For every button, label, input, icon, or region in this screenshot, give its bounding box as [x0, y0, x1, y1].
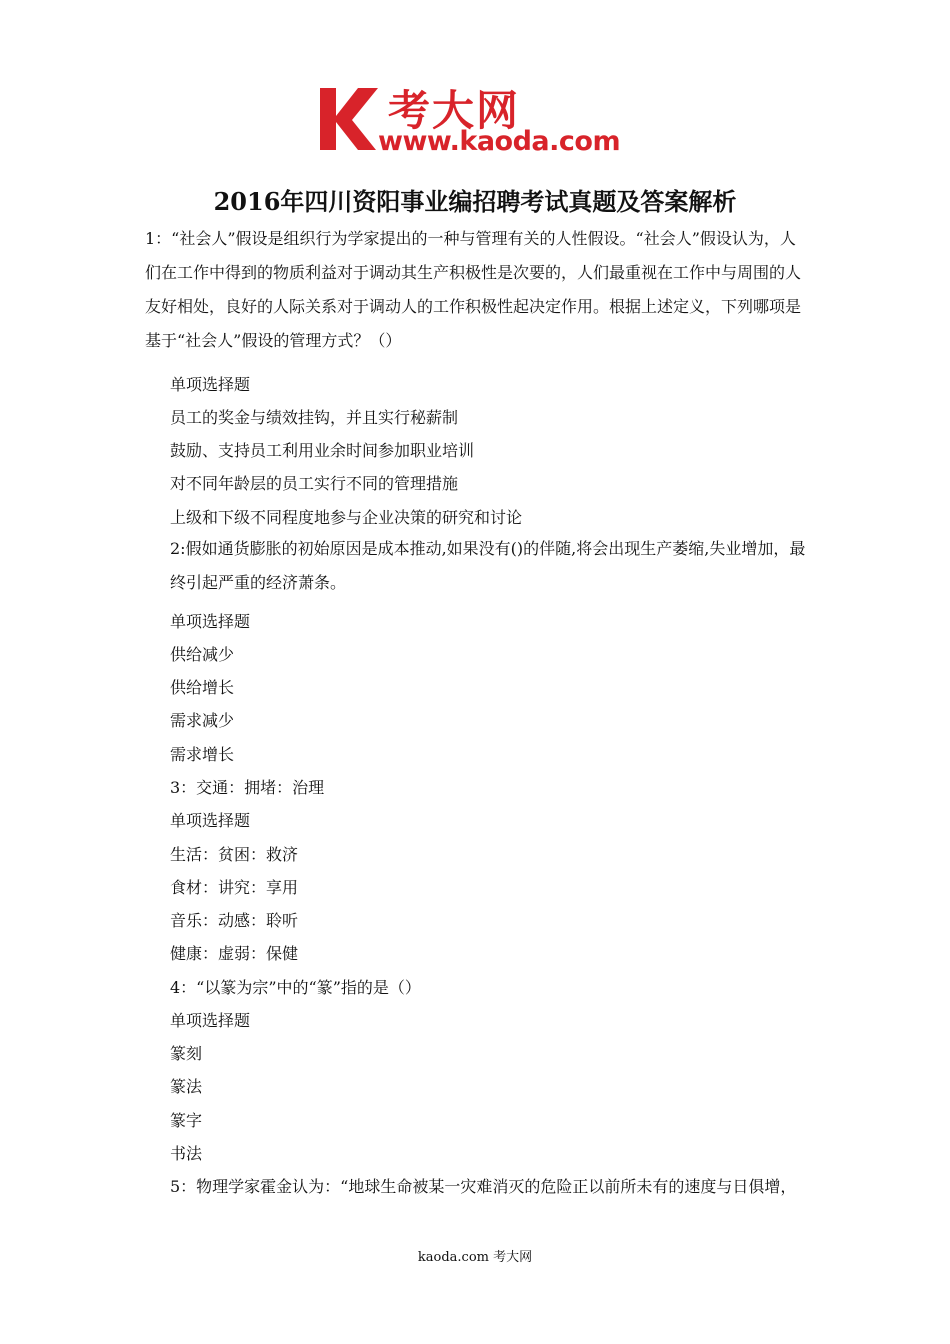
k-logo-icon	[318, 82, 382, 152]
question-2-type: 单项选择题	[170, 612, 251, 631]
question-1-type: 单项选择题	[170, 375, 251, 394]
question-2-option-d: 需求增长	[170, 745, 235, 764]
question-3-option-d: 健康：虚弱：保健	[170, 944, 299, 963]
question-4-option-d: 书法	[170, 1144, 203, 1163]
question-4-text: 4：“以篆为宗”中的“篆”指的是（）	[170, 978, 421, 997]
question-3-option-a: 生活：贫困：救济	[170, 845, 299, 864]
question-2-option-b: 供给增长	[170, 678, 235, 697]
question-2-text: 2:假如通货膨胀的初始原因是成本推动,如果没有()的伴随,将会出现生产萎缩,失业增加，最终引起严重的经济萧条。	[170, 539, 806, 592]
kaoda-logo	[318, 82, 638, 160]
question-1-option-c: 对不同年龄层的员工实行不同的管理措施	[170, 474, 459, 493]
logo-url-text: www.kaoda.com	[378, 126, 621, 157]
question-2-option-a: 供给减少	[170, 645, 235, 664]
question-2-option-c: 需求减少	[170, 711, 235, 730]
question-3-option-b: 食材：讲究：享用	[170, 878, 299, 897]
question-1-option-d: 上级和下级不同程度地参与企业决策的研究和讨论	[170, 508, 523, 527]
question-4-type: 单项选择题	[170, 1011, 251, 1030]
question-5-text: 5：物理学家霍金认为：“地球生命被某一灾难消灭的危险正以前所未有的速度与日俱增，	[170, 1177, 797, 1196]
question-3-type: 单项选择题	[170, 811, 251, 830]
document-title: 2016年四川资阳事业编招聘考试真题及答案解析	[213, 187, 737, 216]
question-4-option-a: 篆刻	[170, 1044, 203, 1063]
question-3-text: 3：交通：拥堵：治理	[170, 778, 325, 797]
question-1-text: 1：“社会人”假设是组织行为学家提出的一种与管理有关的人性假设。“社会人”假设认为，人们在工作中得到的物质利益对于调动其生产积极性是次要的，人们最重视在工作中与周围的人友好相处，良好的人际关系对于调动人的工作积极性起决定作用。根据上述定义，下列哪项是基于“社会人”假设的管理方式？（）	[145, 229, 802, 350]
question-4-option-c: 篆字	[170, 1111, 203, 1130]
question-1-option-a: 员工的奖金与绩效挂钩，并且实行秘薪制	[170, 408, 459, 427]
question-1-option-b: 鼓励、支持员工利用业余时间参加职业培训	[170, 441, 475, 460]
page-footer: kaoda.com 考大网	[417, 1250, 533, 1265]
question-3-option-c: 音乐：动感：聆听	[170, 911, 299, 930]
logo-chinese-text: 考大网	[388, 86, 521, 135]
question-4-option-b: 篆法	[170, 1077, 203, 1096]
